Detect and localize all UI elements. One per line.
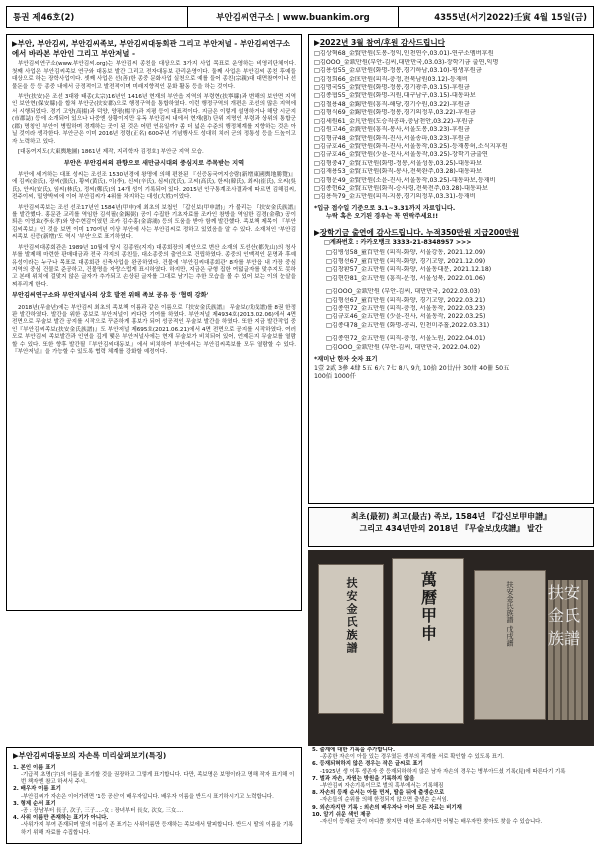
page-header	[6, 6, 594, 28]
scholarship-row: □김종대78_金五만원 (화명-공리, 인천미추홀,2022.03.31)	[326, 321, 490, 329]
jokbo-photo	[308, 550, 594, 746]
donation-row: □김정희66_金匡만원(피직-충정,전북남원03.12)-등재비	[314, 75, 468, 83]
article-subheading-2: 부안김씨연구소와 부안저널사의 상호 발전 위해 족보 공유 등 '협력 강화'	[12, 292, 209, 300]
feature-heading: 10. 알기 쉬운 색인 제공	[312, 811, 371, 818]
feature-detail: -자신이 등재된 곳이 어디쯤 찾지만 대한 표수하지만 어떻는 배우자만 찾아도 찾을 수 있습니다.	[320, 818, 543, 825]
feature-detail: -부안김씨가 자손은 이어가려면 '1등 공신'이 배우자입니다. 배우자 이름을 반드시 표기하시기고 노력합니다.	[21, 793, 274, 800]
feature-heading: 1. 본인 이름 표기	[13, 764, 56, 771]
donation-row: □김철용48_金錫만원(흥직-해당,경기수원,03.22)-후원금	[314, 100, 470, 108]
article-paragraph-2: 부안(扶安)은 조선 3대왕 태종(太宗)16년인 1416년 현재의 부안읍 지역의 부령현(扶寧縣)과 변해의 보안면 지역인 보안현(保安縣)을 합쳐 부안군(扶安郡)으로 행정구역을 통합하였다. 이런 행정구역의 개편은 조선의 많은 지역에서 시행되었다. 경기 고양(高揚)과 덕양, 양평(楊平)과 지평 등이 대표적이다. 지금은 이렇게 설명하거나 해당 시군지(市郡誌) 등에 소개되어 있으나 나중엔 상황이지만 유독 부안김씨 내에서 현재(卽) 단위 지명인 부령과 상위의 통합군(郡) 명칭인 부안이 병립하며 경계하는 곳이 된 것은 어떤 연유일까? 좀 더 넓은 수준의 행정체계를 지향하는 것은 아닐 것이라 생각한다. 부안군은 이미 2016년 정령(正名) 600주년 기념행사도 성대히 치러 군의 정통성 등을 드높이고자 노력하고 있다.	[12, 94, 296, 145]
donation-list	[314, 50, 588, 202]
scholarship-row: □김규호46_金五만원 (少윤-진사, 서울동작, 2022.03.25)	[326, 313, 486, 321]
donation-row: □김규호46_金賢만원(화직-진사,서울동작,03.25)-등재통허,소식지후원	[314, 142, 508, 150]
banner-line-1: 최초(最初) 최고(最古) 족보, 1584년 『갑신보甲申譜』	[350, 512, 552, 521]
feature-heading: 7. 벌과 자손, 자원는 방원을 기록하지 않음	[312, 775, 415, 782]
issue-date: 4355년(서기2022)壬寅 4월 15일(금)	[434, 13, 587, 23]
donation-row: □김OOO_金欽만원(부안-김씨,대만만국,03.03)-장학기금 출연,익명	[314, 58, 499, 66]
photo-book-middle: 萬曆甲申	[392, 558, 464, 724]
scholarship-row: □김OOO_金欽만원 (부안-김씨, 대만만국, 2022.04.02)	[326, 343, 480, 351]
scholarship-row: □김병성58_童百만원 (피직-화양, 서울강동, 2021.12.09)	[326, 249, 486, 257]
article-paragraph-4: 부안김씨족보는 조선 선조17년인 1584년(甲申)에 최초의 보첩인 「갑신보(甲申譜)」가 불리는 『扶安金氏族譜』를 발간했다. 홍문관 교리를 역임한 김석필(金錫弼) 공이 수집한 기초자료를 조카인 참방을 역임한 김경(金敬) 공이 퇴은 이영효(李永孝)와 양수현감이였던 조카 김수홍(金壽鴻) 등의 도움을 받아 함께 발간했다. 족보책 제목이 『부안김씨족보』인 것을 보면 이미 170여년 이상 부안에 사는 부안김씨로 정하고 있었음을 알 수 있다. 소재처인 '부안김씨족보 신증(新增)'도 역시 '부안'으로 표기하였다.	[12, 204, 296, 241]
feature-heading: 4. 사위 이름만 존재하는 표기가 아니다.	[13, 815, 109, 822]
donation-row: □김형규48_金賢만원(화직-진사,서울송파,03.23)-후원금	[314, 134, 470, 142]
feature-detail: -1925년 생 이후 생존자 중 등재되하하지 않은 남자 자손의 경우는 병부아드셨 기록(見)에 따른다기 기록	[320, 768, 566, 775]
photo-book-stack: 扶安金氏族譜	[548, 580, 588, 720]
feature-heading: 8. 자손의 등재 순서는 아들 먼저, 딸을 뒤에 출생순으로	[312, 790, 445, 797]
scholarship-list-3	[314, 335, 588, 352]
feature-detail: -사위가지 부여 존재되며 딸의 이름이 존 표기는 사위이름만 등재하는 족보에서 탈피합니다. 반드시 딸의 이름을 기록하기 위해 자료를 수집합니다.	[21, 822, 294, 836]
article-paragraph-1: 부안김씨연구소(www.부안김씨.org)는 부안김씨 종친을 대상으로 3가지 사업 목표로 운영하는 비영리단체이다. 첫째 사업은 부안김씨족보 연구와 대동보 발간 그리고 전자대동보 관리운영이다. 둘째 사업은 부안김씨 종친 후예들 대상으로 하는 장학사업이다. 셋째 사업은 선(善)한 종중 문화사업 실천으로 예를 들어 종친(宗親)대 대면참여이나 선물돈을 등 등 종중 내에서 긍정적이고 발전적이며 미래지향적인 문화 활동 등을 하는 것이다.	[12, 61, 296, 90]
scholarship-row: □김창환57_金五만원 (피직-화양, 서울동대문, 2021.12.18)	[326, 266, 492, 274]
scholarship-list-1	[314, 249, 588, 283]
donation-row: □김용섭55_金卓만원(화명-정봉,경기하남,03.10)-평생후원금	[314, 67, 482, 75]
scholarship-list-2	[314, 288, 588, 330]
article-subheading: 부안은 부안김씨의 관향으로 새만금시대의 중심지로 주목받는 지역	[63, 159, 245, 167]
banner-line-2: 그리고 434년만의 2018년 『무술보戊戌譜』 발간	[359, 524, 543, 534]
donation-note-2: 누락 혹은 오기된 경우는 꼭 연락주세요!!	[326, 213, 439, 221]
donation-row: □김용득79_金五만원(피직-지봉,경기의정부,03.31)-등재비	[314, 193, 476, 201]
hanja-title: *재미난 한자 숫자 표기	[314, 356, 378, 364]
scholarship-row: □김종연72_金五만원 (피직-충정, 서울동작, 2022.03.23)	[326, 305, 486, 313]
scholarship-row: □김현한81_金五만원 (흥직-운정, 서울성북, 2022.01.06)	[326, 274, 486, 282]
donation-row: □김형식69_金錫만원(화명-정봉,경기의정부,03.22)-후원금	[314, 109, 476, 117]
donation-row: □김형중47_金賢五만원(화명-정봉,서울성동,03.25)-대동파보	[314, 159, 482, 167]
donation-title: ▶2022년 3월 참여/후원 감사드립니다	[314, 38, 445, 47]
scholarship-title: ▶장학기금 출연에 감사드립니다. 누적350만원 지급200만원	[314, 227, 520, 237]
donation-row: □김명국55_金賢만원(화명-정봉,경기광주,03.15)-후원금	[314, 84, 470, 91]
photo-book-right: 扶安金氏族譜 戊戌譜	[474, 570, 546, 720]
features-right	[308, 747, 594, 844]
main-article	[6, 34, 302, 611]
hanja-line-2: 100佰 1000仟	[314, 372, 356, 380]
feature-heading: 2. 배우자 이름 표기	[13, 786, 61, 793]
donation-row: □김형운49_金賢만원(소윤-진사,서울동작,03.25)-대동파보,등재비	[314, 176, 496, 184]
donation-row: □김원고46_金銑만원(흥직-봉사,서울도봉,03.23)-후원금	[314, 126, 470, 134]
publisher-site[interactable]: 부안김씨연구소 | www.buankim.org	[187, 7, 399, 27]
donation-row: □김규호46_金賢만원(少윤-진사,서울동작,03.25)-장학기금출연	[314, 151, 488, 159]
feature-detail: -공 : 장남부터 長子, 次子, 三子....-女 : 장녀부터 長女, 次女, 三女....	[21, 807, 184, 814]
donation-box	[308, 34, 594, 504]
feature-detail: -기급적 초명(字)의 이름을 표기할 것을 권장하고 그렇게 표기합니다. 다만, 족보명은 보명이라고 명해 작자 표기해 이번 책자엔 참고 하셔서 주시.	[21, 772, 295, 786]
donation-note: *입금 접수일 기준으로 3.1~3.31까지 자료입니다.	[314, 204, 456, 212]
feature-heading: 3. 형제 순서 표기	[13, 800, 56, 807]
feature-detail: -부안김씨 자손기록이므로 벌의 혹부에서는 기록해짐	[320, 782, 444, 789]
scholarship-row: □김OOO_金欽만원 (부안-김씨, 대만만국, 2022.03.03)	[326, 288, 480, 296]
hanja-line-1: 1壹 2貳 3參 4肆 5五 6六 7七 8八 9九 10拾 20廿/卄 30卅 40卌 50五	[314, 364, 510, 372]
jokbo-banner	[308, 507, 594, 547]
donation-row: □김종협55_金賢만원(화명-지원,대구남구,03.15)-대동파보	[314, 92, 476, 100]
feature-detail: -자손들의 순위를 의해 한정되지 않으면 출생순 순서임.	[320, 797, 449, 804]
feature-heading: 5. 출계에 대한 기록을 추가합니다.	[312, 747, 396, 753]
features-box	[6, 747, 302, 844]
scholarship-row: □김형선67_童百만원 (피직-화양, 경기고양, 2022.03.21)	[326, 296, 486, 304]
article-title: ▶부안, 부안김씨, 부안김씨족보, 부안김씨대동회관 그리고 부안저널 - 부안김씨연구소에서 바라본 부안인 그리고 부안저널 -	[12, 39, 290, 58]
feature-heading: 6. 등재되혀하지 않은 경우는 작은 글씨로 표기	[312, 761, 423, 768]
feature-detail: -종종한 자손이 아들 있는 경우였든 생부의 직계를 서로 확인할 수 있도록 표기.	[320, 754, 504, 761]
feature-heading: 9. 외손자지만 기록 : 외손의 배우자나 이어 모든 자료는 비기재	[312, 804, 462, 811]
issue-number: 통권 제46호(2)	[13, 13, 75, 23]
features-left	[13, 765, 295, 837]
article-paragraph-3: 부안에 세거하는 대표 성씨는 조선조 1530년경에 왕명에 의해 편찬된 『신증동국여지승람(新增東國輿地勝覽)』에 김씨(金氏), 장씨(張氏), 황씨(黃氏), 이(李), 신씨(辛氏), 심씨(沈氏), 고씨(高氏), 한씨(韓氏), 최씨(崔氏), 오씨(吳氏), 안씨(安氏), 임씨(林氏), 정씨(鄭氏)의 14개 성이 기록되어 있다. 2015년 인구통계조사결과에 따르면 김해김씨, 전주이씨, 밀양박씨에 이어 부안김씨가 4위를 차지하는 대성(大姓)이었다.	[12, 171, 297, 201]
features-title: ▶부안김씨대동보의 자손록 미리살펴보기(특징)	[13, 751, 167, 760]
photo-book-left: 扶安金氏族譜	[318, 564, 384, 714]
donation-row: □김종헌62_金賢五만원(화직-승사령,전북전주,03.28)-대동파보	[314, 185, 488, 193]
map-citation: [대동여지도(大東輿地圖) 1861년 제작, 지리학자 김정호] 부안군 지역 모습.	[18, 149, 204, 156]
article-paragraph-5: 부안김씨대종회관은 1989년 10월에 당시 김종원(지지) 대종회장의 제안으로 변산 소재의 도선산(都先山)의 청사부를 발제해 마련한 판매대금과 전국 각지의 종친들, 대소종중의 출연으로 건립하였다. 종중의 인맥적인 문명과 후예 유성이라는 누구나 목표로 대종회관 신축사업을 완공하였다. 건물에 '부안김씨대종회관' 8자를 부안읍 내 가장 중심 지역의 중심 건물로 준공하고, 건물명을 자랑스럽게 표시하였다. 하지만, 지금은 규형 집한 여덟글자를 맞추지도 못하고 본래 위치에 걸맞지 않은 글자가 추가되고 손상된 글자를 그대로 남기는 추한 모습을 볼 수 있어 보는 이의 눈살을 찌푸리게 한다.	[12, 244, 296, 288]
donation-row: □김재용53_金賢五만원(화직-봉사,전북완주,03.28)-대동파보	[314, 168, 482, 176]
scholarship-row: □김형선67_童百만원 (피직-화양, 경기고양, 2021.12.09)	[326, 257, 486, 265]
article-paragraph-6: 2018년(무술년)에는 부안김씨 최초의 족보책 이름과 같은 이름으로『扶安金氏族譜』 무술보(戊戌譜)를 8권 한정판 발간하였다. 발간을 위한 종보로 부안저널이 커다란 기여를 하였다. 부안저널 제4934호(2013.02.06)에서 4면 전면으로 무술보 발간 공지를 시작으로 꾸준하게 홍보가 되어 성공적인 무술보 발간을 하였다. 또한 지금 발간작업 중인『부안김씨족보(扶安金氏族譜)』도 부안저널 제695호(2021.06.21)에서 4면 전면으로 공지를 시작하였다. 여러모로 부안김씨 족보발간과 인연을 깊게 맺은 부안저널사에는 현재 무술보가 비치되어 있어, 언제든지 무술보를 열람할 수 있다. 또한 향후 발간될『부안김씨대동보』에서 비치하여 부안에서는 부안김씨족보를 모두 열람할 수 있다.『부안저널』을 가능할 수 있도록 협력 체계를 강화할 예정이다.	[12, 304, 296, 356]
donation-row: □김세원61_金凡만원(도승직공파,충남천안,03.22)-후원금	[314, 117, 474, 125]
bank-account[interactable]: □계좌번호 : 카카오뱅크 3333-21-8348957 >>>	[324, 239, 472, 247]
donation-row: □김상혁68_金賢만원(도봉-정익,인천연수,03.01)-연구소멤버후원	[314, 50, 494, 58]
scholarship-row: □김종연72_金五만원 (피직-충정, 서울노원, 2022.04.01)	[326, 335, 486, 343]
